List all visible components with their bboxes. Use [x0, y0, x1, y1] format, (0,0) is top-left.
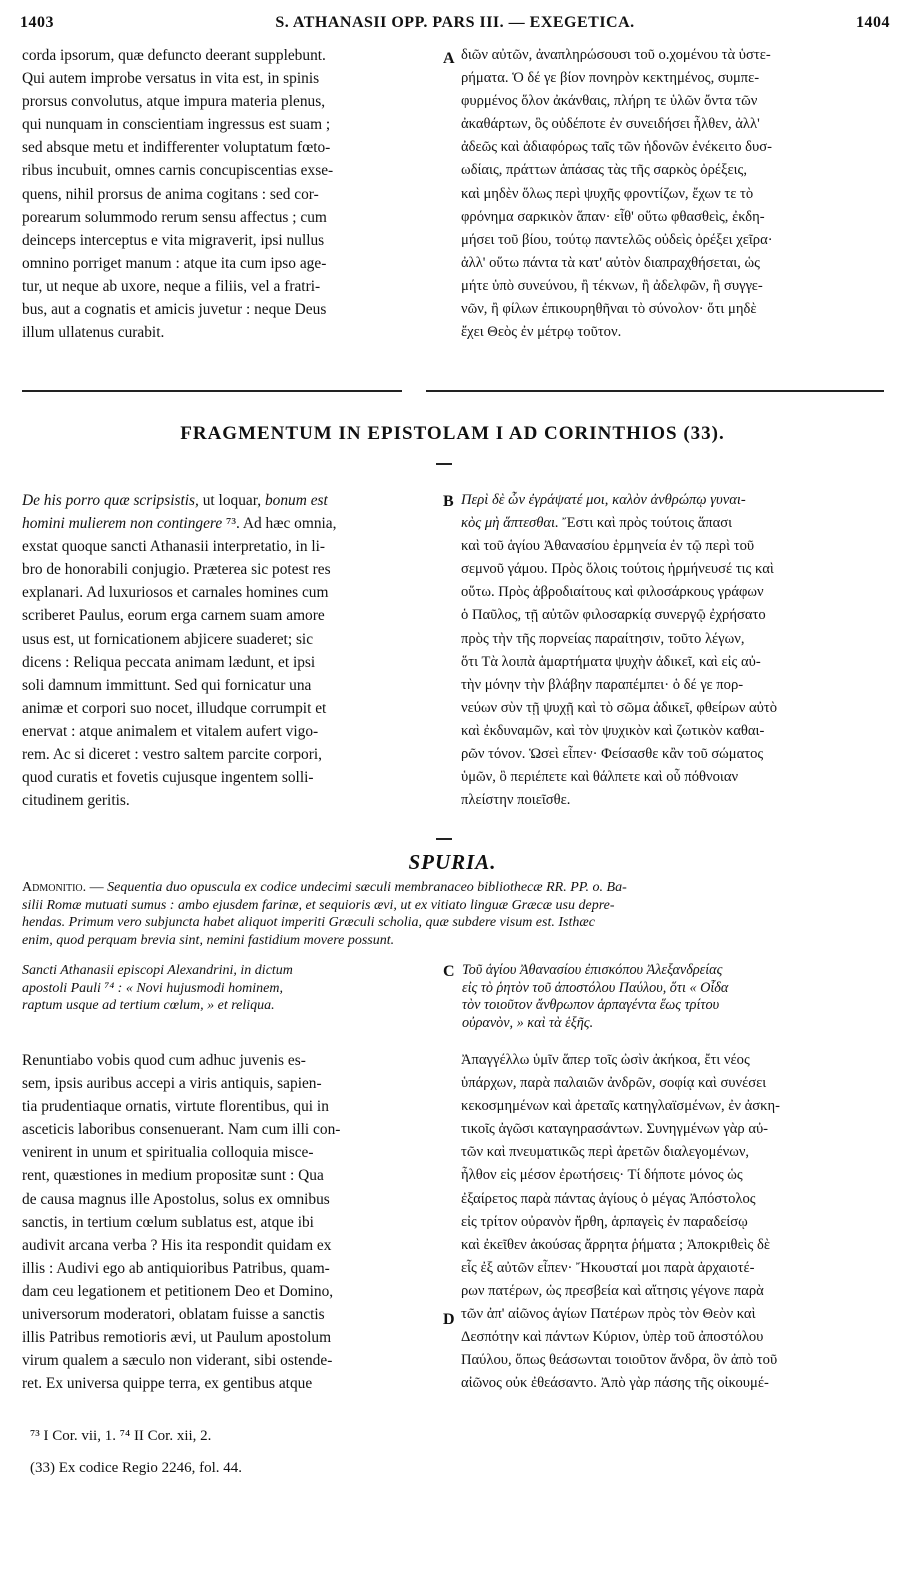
text-line: μήσει τοῦ βίου, τούτῳ παντελῶς οὐδεὶς ὀρέξει χεῖρα· [461, 231, 773, 248]
text-line: αἰῶνος οὐκ ἐθεάσαντο. Ἀπὸ γὰρ πάσης τῆς οἰκουμέ- [461, 1375, 769, 1392]
text-line: Δεσπότην καὶ πάντων Κύριον, ὑπὲρ τοῦ ἀποστόλου [461, 1329, 764, 1346]
section-rule-right [426, 390, 884, 392]
title-line: raptum usque ad tertium cœlum, » et reliqua. [22, 998, 275, 1013]
text-line: universorum moderatori, oblatam fuisse a sanctis [22, 1306, 325, 1324]
text-line: porearum solummodo rerum sensu affectus ; cum [22, 208, 327, 226]
text-line: sem, ipsis auribus accepi a viris antiquis, sapien- [22, 1075, 322, 1093]
margin-letter-b: B [443, 493, 454, 510]
text-line: illis Patribus remotioris ævi, ut Paulum apostolum [22, 1329, 332, 1347]
text-line: sed absque metu et indifferenter voluptatum fœto- [22, 139, 331, 157]
spuria-greek-column [461, 1049, 877, 1395]
text-line: prorsus convolutus, atque impura materia plenus, [22, 93, 326, 111]
text-line: Qui autem improbe versatus in vita est, in spinis [22, 70, 320, 88]
admonitio-line: enim, quod perquam brevia sint, nemini fastidium movere possunt. [22, 932, 395, 948]
margin-letter-a: A [443, 50, 455, 67]
text-line: bus, aut a cognatis et amicis juvetur : neque Deus [22, 301, 327, 319]
text-line: ἐξαίρετος παρὰ πάντας ἁγίους ὁ μέγας Ἀπόστολος [461, 1190, 756, 1207]
text-line: tia prudentiaque ornatis, virtute florentibus, qui in [22, 1098, 329, 1116]
text-line: venirent in unum et spiritualia colloquia misce- [22, 1144, 314, 1162]
fragment-greek-column [461, 489, 877, 812]
title-line: Sancti Athanasii episcopi Alexandrini, in dictum [22, 963, 293, 978]
text-line: τικοῖς ἀγῶσι καταγηρασάντων. Συνηγμένων γὰρ αὐ- [461, 1121, 769, 1138]
admonitio [22, 879, 880, 949]
text-line: φυρμένος ὅλον ἀκάνθαις, πλήρη τε ὑλῶν ὄντα τῶν [461, 93, 758, 110]
text-line: Περὶ δὲ ὧν ἐγράψατέ μοι, καλὸν ἀνθρώπῳ γυναι- [461, 492, 746, 508]
text-line: bro de honorabili conjugio. Præterea sic potest res [22, 561, 331, 579]
top-greek-column [461, 44, 877, 344]
text-line: πλείστην ποιεῖσθε. [461, 792, 571, 809]
text-line: μήτε ὑπὸ συνεύνου, ἢ τέκνων, ἢ ἀδελφῶν, ἢ συγγε- [461, 277, 763, 294]
text-line: ωδίαις, πράττων ἁπάσας τὰς τῆς σαρκὸς ὀρέξεις, [461, 162, 747, 179]
text-line: κὸς μὴ ἅπτεσθαι. Ἔστι καὶ πρὸς τούτοις ἅπασι [461, 515, 733, 532]
text-line: quens, nihil prorsus de anima cogitans : sed cor- [22, 185, 319, 203]
text-line: εἰς τρίτον οὐρανὸν ἤρθη, ἁρπαγεὶς ἐν παραδείσῳ [461, 1213, 748, 1230]
text-line: σεμνοῦ γάμου. Πρὸς ὅλοις τούτοις ἡρμήνευσέ τις καὶ [461, 561, 774, 578]
text-line: usus est, ut fornicationem abjicere suaderet; sic [22, 630, 314, 648]
running-title: S. ATHANASII OPP. PARS III. — EXEGETICA. [275, 14, 635, 31]
text-line: φρόνημα σαρκικὸν ἅπαν· εἶθ' οὕτω φθασθεὶς, ἐκδη- [461, 208, 765, 225]
text-line: καὶ μηδὲν ὅλως περὶ ψυχῆς φροντίζων, ἔχων τε τὸ [461, 185, 754, 202]
text-line: tur, ut neque ab uxore, neque a filiis, vel a fratri- [22, 277, 321, 295]
text-line: κεκοσμημένων καὶ ἀρεταῖς κατηγλαϊσμένων, ἐν ἀσκη- [461, 1098, 781, 1115]
section-rule-left [22, 390, 402, 392]
page-number-right: 1404 [856, 14, 890, 31]
text-line: sanctis, in tertium cœlum sublatus est, atque ibi [22, 1213, 314, 1231]
text-line: ἦλθον εἰς μέσον ἐρωτήσεις· Τί δήποτε μόνος ὡς [461, 1167, 743, 1184]
text-line: citudinem geritis. [22, 792, 130, 810]
title-line: οὐρανὸν, » καὶ τὰ ἑξῆς. [462, 1014, 594, 1031]
text-line: de causa magnus ille Apostolus, solus ex omnibus [22, 1190, 330, 1208]
text-line: καὶ τοῦ ἁγίου Ἀθανασίου ἑρμηνεία ἐν τῷ περὶ τοῦ [461, 538, 755, 555]
text-line: τῶν καὶ πνευματικῶς περὶ ἀρετῶν διαλεγομένων, [461, 1144, 750, 1161]
text-line: ἀκαθάρτων, ὃς οὐδέποτε ἐν συνειδήσει ἦλθεν, ἀλλ' [461, 116, 760, 133]
text-line: audivit arcana verba ? His ita respondit quidam ex [22, 1236, 332, 1254]
text-line: ribus incubuit, omnes carnis concupiscentias exse- [22, 162, 334, 180]
margin-letter-c: C [443, 963, 455, 980]
admonitio-line: silii Romæ mutuati sumus : ambo ejusdem farinæ, et sequioris ævi, ut ex vitiato linguæ Græcæ usu depre- [22, 897, 615, 913]
text-line: illis : Audivi ego ab antiquioribus Patribus, quam- [22, 1259, 330, 1277]
text-line: explanari. Ad luxuriosos et carnales homines cum [22, 584, 329, 602]
text-line: Renuntiabo vobis quod cum adhuc juvenis es- [22, 1052, 306, 1069]
text-line: omnino porriget manum : atque ita cum ipso age- [22, 254, 327, 272]
text-line: quod curatis et fovetis cujusque ingentem solli- [22, 769, 314, 787]
text-line: οὕτω. Πρὸς ἀβροδιαίτους καὶ φιλοσάρκους γράφων [461, 584, 764, 601]
admonitio-line: Admonitio. — Sequentia duo opuscula ex codice undecimi sæculi membranaceo bibliothecæ RR. PP. o. Ba- [22, 880, 627, 895]
text-line: τὴν μόνην τὴν βλάβην παραπέμπει· ὁ δέ γε πορ- [461, 676, 744, 693]
text-line: homini mulierem non contingere ⁷³. Ad hæc omnia, [22, 515, 337, 533]
title-line: τὸν τοιοῦτον ἄνθρωπον ἁρπαγέντα ἕως τρίτου [462, 997, 720, 1013]
text-line: καὶ ἐκδυναμῶν, καὶ τὸν ψυχικὸν καὶ ζωτικὸν καθαι- [461, 722, 765, 739]
footnote-line: ⁷³ I Cor. vii, 1. ⁷⁴ II Cor. xii, 2. [30, 1428, 212, 1444]
text-line: dam ceu legationem et petitionem Deo et Domino, [22, 1282, 334, 1300]
text-line: ὑμῶν, ὃ περιέπετε καὶ θάλπετε καὶ οὗ πόθνοιαν [461, 769, 739, 786]
text-line: διῶν αὐτῶν, ἀναπληρώσουσι τοῦ ο.χομένου τὰ ὑστε- [461, 47, 771, 63]
title-line: εἰς τὸ ῥητὸν τοῦ ἀποστόλου Παύλου, ὅτι « Οἶδα [462, 979, 729, 996]
opusculum-title-greek [462, 962, 882, 1032]
text-line: soli damnum immittunt. Sed qui fornicatur una [22, 676, 312, 694]
spuria-dash [436, 838, 452, 840]
text-line: ρων πατέρων, ὡς πρεσβεία καὶ αἴτησις γέγονε παρὰ [461, 1282, 764, 1299]
spuria-latin-column [22, 1049, 440, 1395]
text-line: ἀδεῶς καὶ ἀδιαφόρως ταῖς τῶν ἡδονῶν ἐνέκειτο δυσ- [461, 139, 773, 156]
text-line: deinceps interceptus e vita migraverit, ipsi nullus [22, 231, 325, 249]
text-line: ρήματα. Ὁ δέ γε βίον πονηρὸν κεκτημένος, συμπε- [461, 70, 760, 87]
text-line: πρὸς τὴν τῆς πορνείας παραίτησιν, τοῦτο λέγων, [461, 630, 745, 647]
text-line: εἷς ἐξ αὐτῶν εἶπεν· Ἤκουσταί μοι παρὰ ἀρχαιοτέ- [461, 1259, 755, 1276]
text-line: virum qualem a sæculo non viderant, sibi ostende- [22, 1352, 333, 1370]
page-number-left: 1403 [20, 14, 54, 31]
text-line: ὁ Παῦλος, τῇ αὐτῶν φιλοσαρκίᾳ συνεργῷ ἐχρήσατο [461, 607, 766, 624]
text-line: ρῶν τόνον. Ὡσεὶ εἶπεν· Φείσασθε κἂν τοῦ σώματος [461, 746, 764, 763]
admonitio-line: hendas. Primum vero subjuncta habet aliquot imperiti Græculi scholia, quæ subdere visum est. Isthæc [22, 915, 595, 930]
opusculum-title-latin [22, 962, 442, 1015]
spuria-title: SPURIA. [408, 850, 497, 874]
text-line: τῶν ἀπ' αἰῶνος ἁγίων Πατέρων πρὸς τὸν Θεὸν καὶ [461, 1306, 756, 1323]
text-line: De his porro quæ scripsistis, ut loquar, bonum est [22, 492, 328, 509]
top-latin-column [22, 44, 440, 344]
text-line: νεύων σὺν τῇ ψυχῇ καὶ τὸ σῶμα ἀδικεῖ, φθείρων αὐτὸ [461, 699, 778, 716]
title-dash [436, 463, 452, 465]
text-line: asceticis laboribus consenuerant. Nam cum illi con- [22, 1121, 341, 1139]
text-line: corda ipsorum, quæ defuncto deerant supplebunt. [22, 47, 326, 64]
text-line: Παύλου, ὅπως θεάσωνται τοιοῦτον ἄνδρα, ὃν ἀπὸ τοῦ [461, 1352, 778, 1369]
title-line: apostoli Pauli ⁷⁴ : « Novi hujusmodi hominem, [22, 980, 283, 996]
text-line: illum ullatenus curabit. [22, 324, 165, 342]
text-line: ὑπάρχων, παρὰ παλαιῶν ἀνδρῶν, σοφίᾳ καὶ συνέσει [461, 1075, 767, 1092]
text-line: enervat : atque animalem et vitalem aufert vigo- [22, 722, 319, 740]
text-line: exstat quoque sancti Athanasii interpretatio, in li- [22, 538, 326, 556]
text-line: rem. Ac si diceret : vestro saltem parcite corpori, [22, 746, 323, 764]
text-line: rent, quæstiones in medium propositæ sunt : Qua [22, 1167, 324, 1185]
text-line: animæ et corpori suo nocet, illudque corrumpit et [22, 699, 327, 717]
text-line: qui nunquam in conscientiam ingressus est suam ; [22, 116, 331, 134]
text-line: ἔχει Θεὸς ἐν μέτρῳ τοῦτον. [461, 324, 622, 341]
footnotes [30, 1420, 242, 1484]
margin-letter-d: D [443, 1311, 455, 1328]
fragment-title: FRAGMENTUM IN EPISTOLAM I AD CORINTHIOS (33). [180, 423, 725, 444]
title-line: Τοῦ ἁγίου Ἀθανασίου ἐπισκόπου Ἀλεξανδρείας [462, 962, 723, 978]
text-line: ὅτι Τὰ λοιπὰ ἁμαρτήματα ψυχὴν ἀδικεῖ, καὶ εἰς αὐ- [461, 653, 761, 670]
text-line: ἀλλ' οὕτω πάντα τὰ κατ' αὐτὸν διαπραχθήσεται, ὡς [461, 254, 760, 271]
text-line: καὶ ἐκεῖθεν ἀκούσας ἄρρητα ῥήματα ; Ἀποκριθεὶς δὲ [461, 1236, 770, 1253]
text-line: νῶν, ἢ φίλων ἐπικουρηθῆναι τὸ σύνολον· ὅτι μηδὲ [461, 301, 757, 318]
footnote-line: (33) Ex codice Regio 2246, fol. 44. [30, 1460, 243, 1476]
text-line: Ἀπαγγέλλω ὑμῖν ἅπερ τοῖς ὠσὶν ἀκήκοα, ἔτι νέος [461, 1052, 750, 1068]
fragment-latin-column [22, 489, 440, 812]
text-line: dicens : Reliqua peccata animam lædunt, et ipsi [22, 653, 316, 671]
text-line: scriberet Paulus, eorum erga carnem suam amore [22, 607, 325, 625]
text-line: ret. Ex universa quippe terra, ex gentibus atque [22, 1375, 313, 1393]
running-header [20, 14, 890, 40]
